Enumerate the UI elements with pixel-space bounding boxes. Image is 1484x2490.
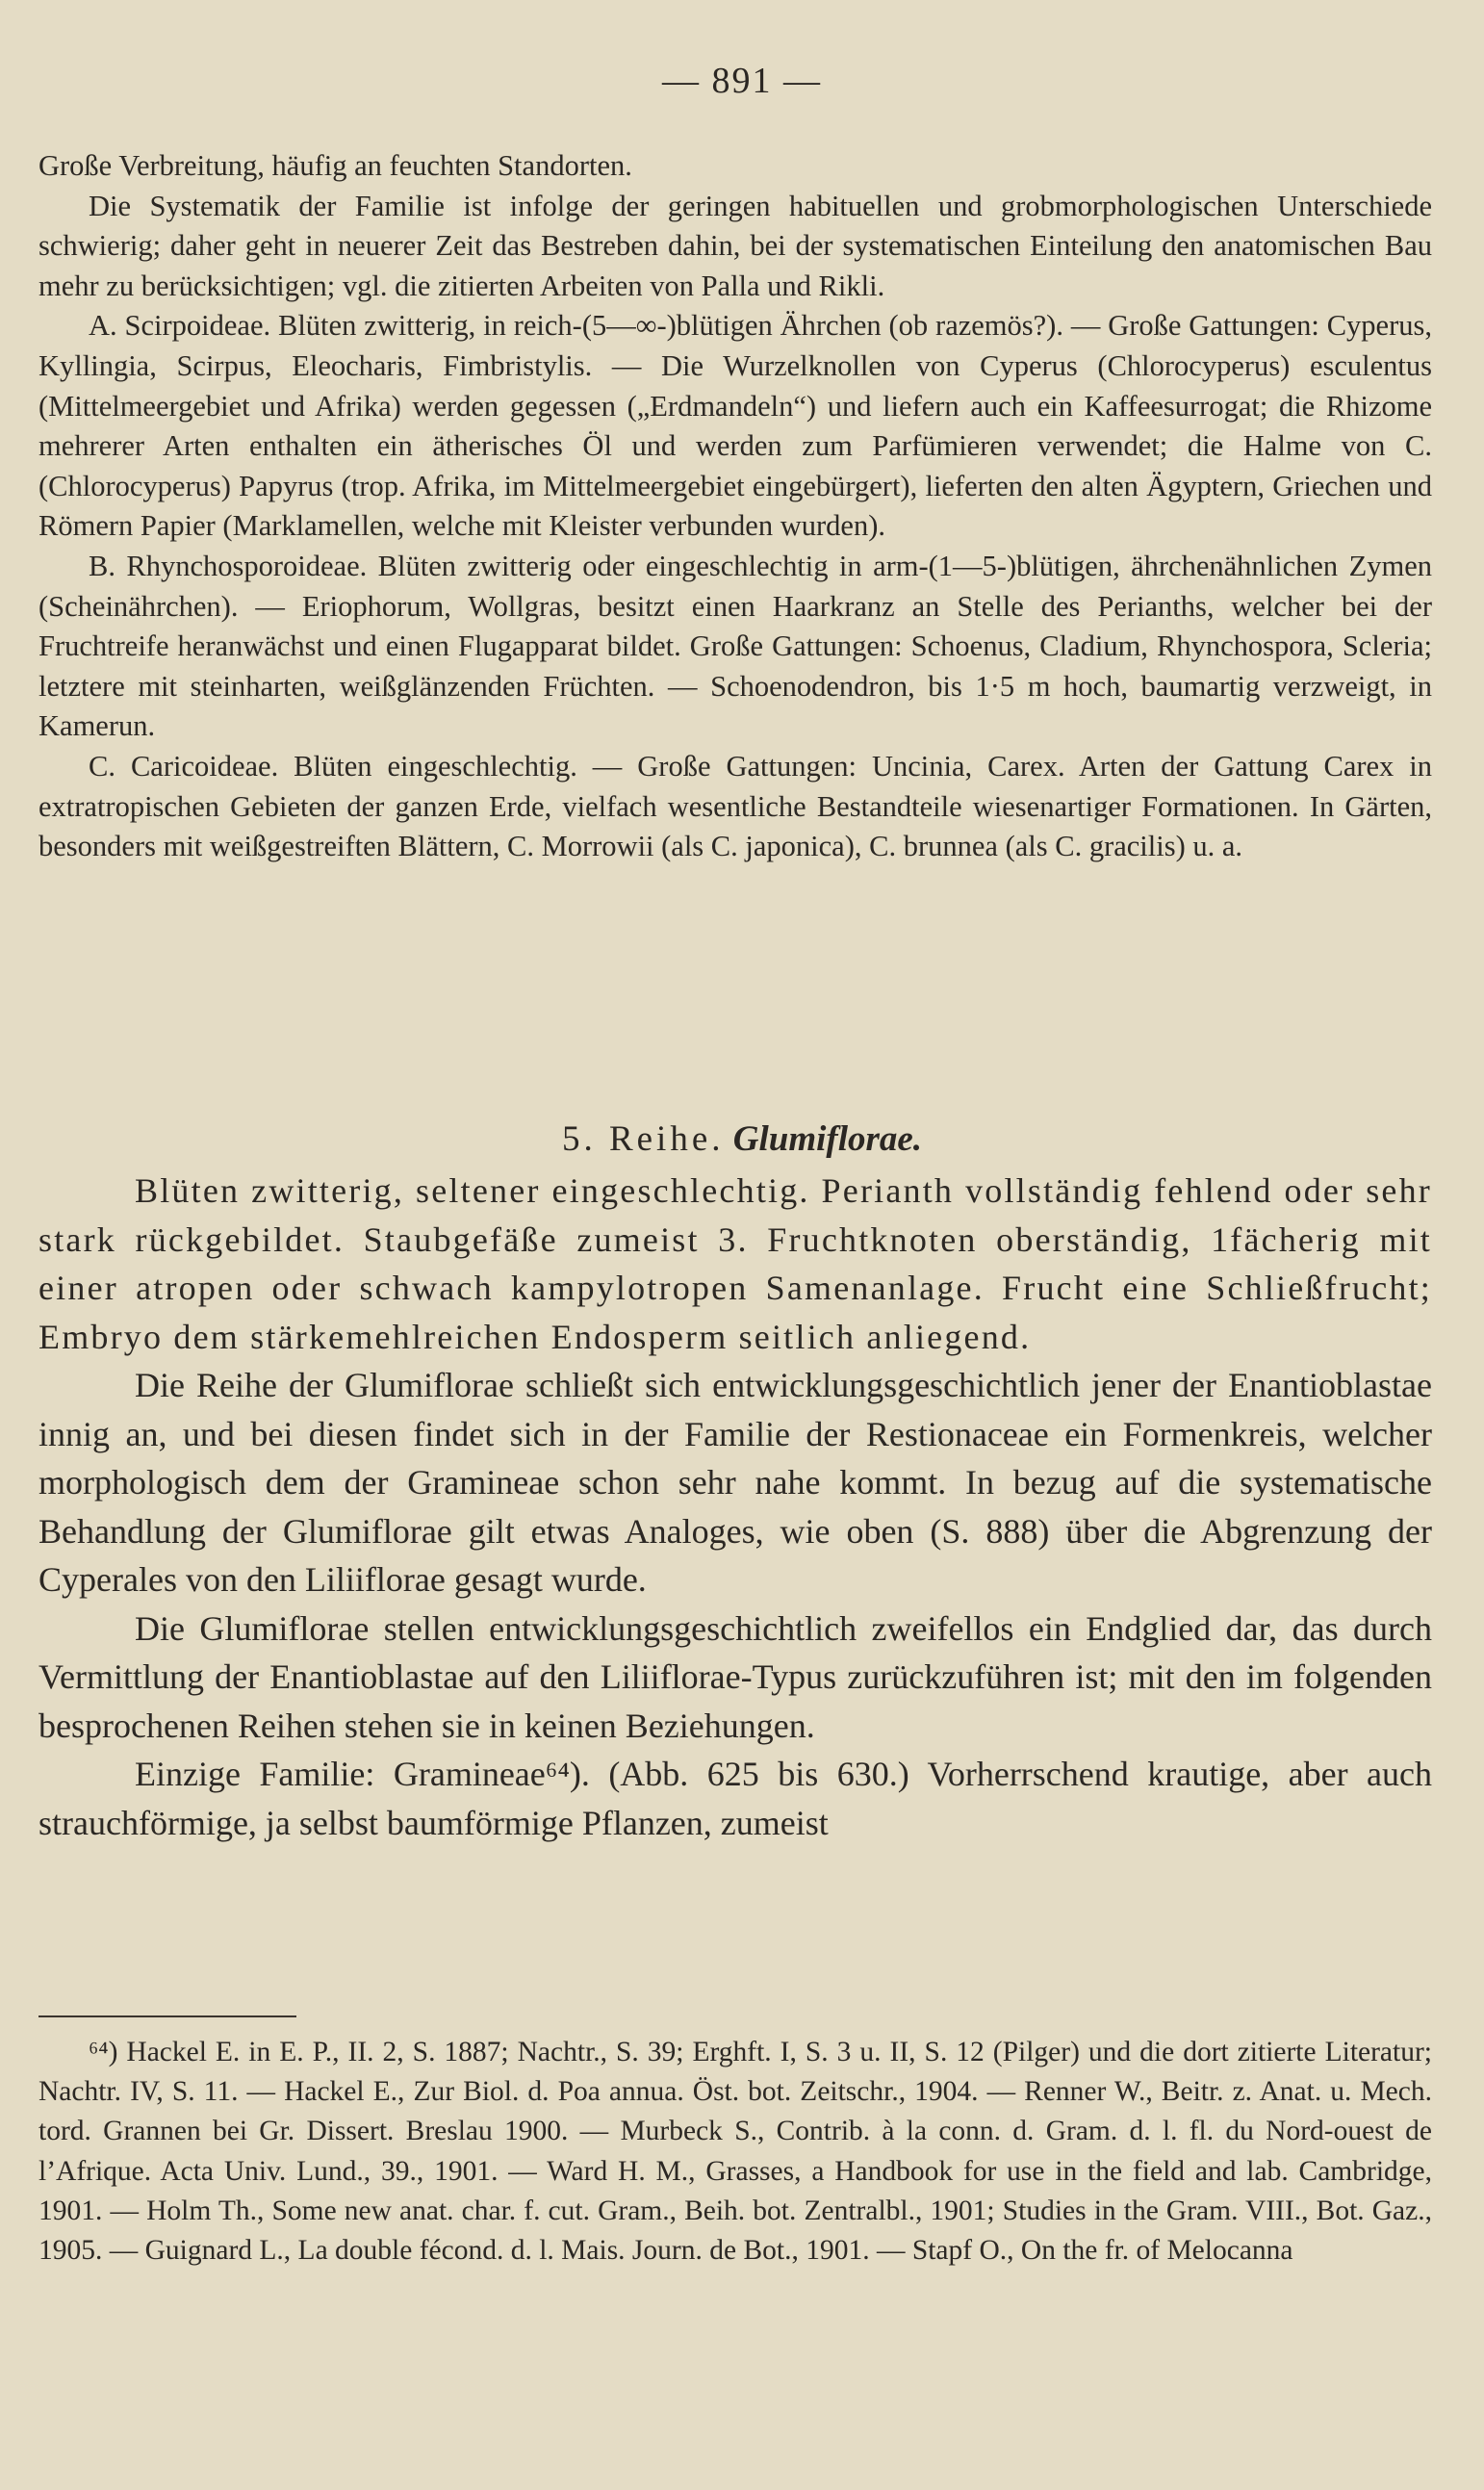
footnote-divider <box>38 2015 296 2017</box>
paragraph-gramineae-intro: Einzige Familie: Gramineae⁶⁴). (Abb. 625 bis 630.) Vorherrschend krautige, aber auch strauchförmige, ja selbst baumförmige Pflanzen, zumeist <box>38 1755 1432 1842</box>
paragraph-glumiflorae-endglied: Die Glumiflorae stellen entwicklungsgeschichtlich zweifellos ein Endglied dar, das durch Vermittlung der Enantioblastae auf den Liliiflorae-Typus zurückzuführen ist; mit den im folgenden besprochenen Reihen stehen sie in keinen Beziehungen. <box>38 1608 1432 1745</box>
page-number: — 891 — <box>662 61 822 101</box>
paragraph-caricoideae: C. Caricoideae. Blüten eingeschlechtig. — Große Gattungen: Uncinia, Carex. Arten der Gattung Carex in extratropischen Gebieten der ganzen Erde, vielfach wesentliche Bestandteile wiesenartiger Formationen. In Gärten, besonders mit weißgestreiften Blättern, C. Morrowii (als C. japonica), C. brunnea (als C. gracilis) u. a. <box>38 749 1432 863</box>
heading-title: Glumiflorae. <box>732 1119 923 1159</box>
heading-prefix: 5. Reihe. <box>561 1119 725 1159</box>
series-heading <box>0 1117 1484 1163</box>
paragraph-distribution: Große Verbreitung, häufig an feuchten Standorten. <box>38 149 632 182</box>
paragraph-glumiflorae-relation: Die Reihe der Glumiflorae schließt sich entwicklungsgeschichtlich jener der Enantioblastae innig an, und bei diesen findet sich in der Familie der Restionaceae ein Formenkreis, welcher morphologisch dem der Gramineae schon sehr nahe kommt. In bezug auf die systematische Behandlung der Glumiflorae gilt etwas Analoges, wie oben (S. 888) über die Abgrenzung der Cyperales von den Liliiflorae gesagt wurde. <box>38 1366 1432 1599</box>
footnote-block <box>38 2033 1432 2271</box>
cyperaceae-continuation <box>38 146 1432 867</box>
paragraph-rhynchosporoideae: B. Rhynchosporoideae. Blüten zwitterig oder eingeschlechtig in arm-(1—5-)blütigen, ährchenähnlichen Zymen (Scheinährchen). — Eriophorum, Wollgras, besitzt einen Haarkranz an Stelle des Perianths, welcher bei der Fruchtreife heranwächst und einen Flugapparat bildet. Große Gattungen: Schoenus, Cladium, Rhynchospora, Scleria; letztere mit steinharten, weißglänzenden Früchten. — Schoenodendron, bis 1·5 m hoch, baumartig verzweigt, in Kamerun. <box>38 549 1432 743</box>
glumiflorae-section <box>38 1167 1432 1847</box>
paragraph-scirpoideae: A. Scirpoideae. Blüten zwitterig, in reich-(5—∞-)blütigen Ährchen (ob razemös?). — Große Gattungen: Cyperus, Kyllingia, Scirpus, Eleocharis, Fimbristylis. — Die Wurzelknollen von Cyperus (Chlorocyperus) esculentus (Mittelmeergebiet und Afrika) werden gegessen („Erdmandeln“) und liefern auch ein Kaffeesurrogat; die Rhizome mehrerer Arten enthalten ein ätherisches Öl und werden zum Parfümieren verwendet; die Halme von C. (Chlorocyperus) Papyrus (trop. Afrika, im Mittelmeergebiet eingebürgert), lieferten den alten Ägyptern, Griechen und Römern Papier (Marklamellen, welche mit Kleister verbunden wurden). <box>38 309 1432 543</box>
paragraph-systematics: Die Systematik der Familie ist infolge der geringen habituellen und grobmorphologischen Unterschiede schwierig; daher geht in neuerer Zeit das Bestreben dahin, bei der systematischen Einteilung den anatomischen Bau mehr zu berücksichtigen; vgl. die zitierten Arbeiten von Palla und Rikli. <box>38 189 1432 302</box>
paragraph-glumiflorae-description: Blüten zwitterig, seltener eingeschlechtig. Perianth vollständig fehlend oder sehr stark rückgebildet. Staubgefäße zumeist 3. Fruchtknoten oberständig, 1fächerig mit einer atropen oder schwach kampylotropen Samenanlage. Frucht eine Schließfrucht; Embryo dem stärkemehlreichen Endosperm seitlich anliegend. <box>38 1171 1432 1356</box>
footnote-64: ⁶⁴) Hackel E. in E. P., II. 2, S. 1887; Nachtr., S. 39; Erghft. I, S. 3 u. II, S. 12 (Pilger) und die dort zitierte Literatur; Nachtr. IV, S. 11. — Hackel E., Zur Biol. d. Poa annua. Öst. bot. Zeitschr., 1904. — Renner W., Beitr. z. Anat. u. Mech. tord. Grannen bei Gr. Dissert. Breslau 1900. — Murbeck S., Contrib. à la conn. d. Gram. d. l. fl. du Nord-ouest de l’Afrique. Acta Univ. Lund., 39., 1901. — Ward H. M., Grasses, a Handbook for use in the field and lab. Cambridge, 1901. — Holm Th., Some new anat. char. f. cut. Gram., Beih. bot. Zentralbl., 1901; Studies in the Gram. VIII., Bot. Gaz., 1905. — Guignard L., La double fécond. d. l. Mais. Journ. de Bot., 1901. — Stapf O., On the fr. of Melocanna <box>38 2037 1432 2267</box>
